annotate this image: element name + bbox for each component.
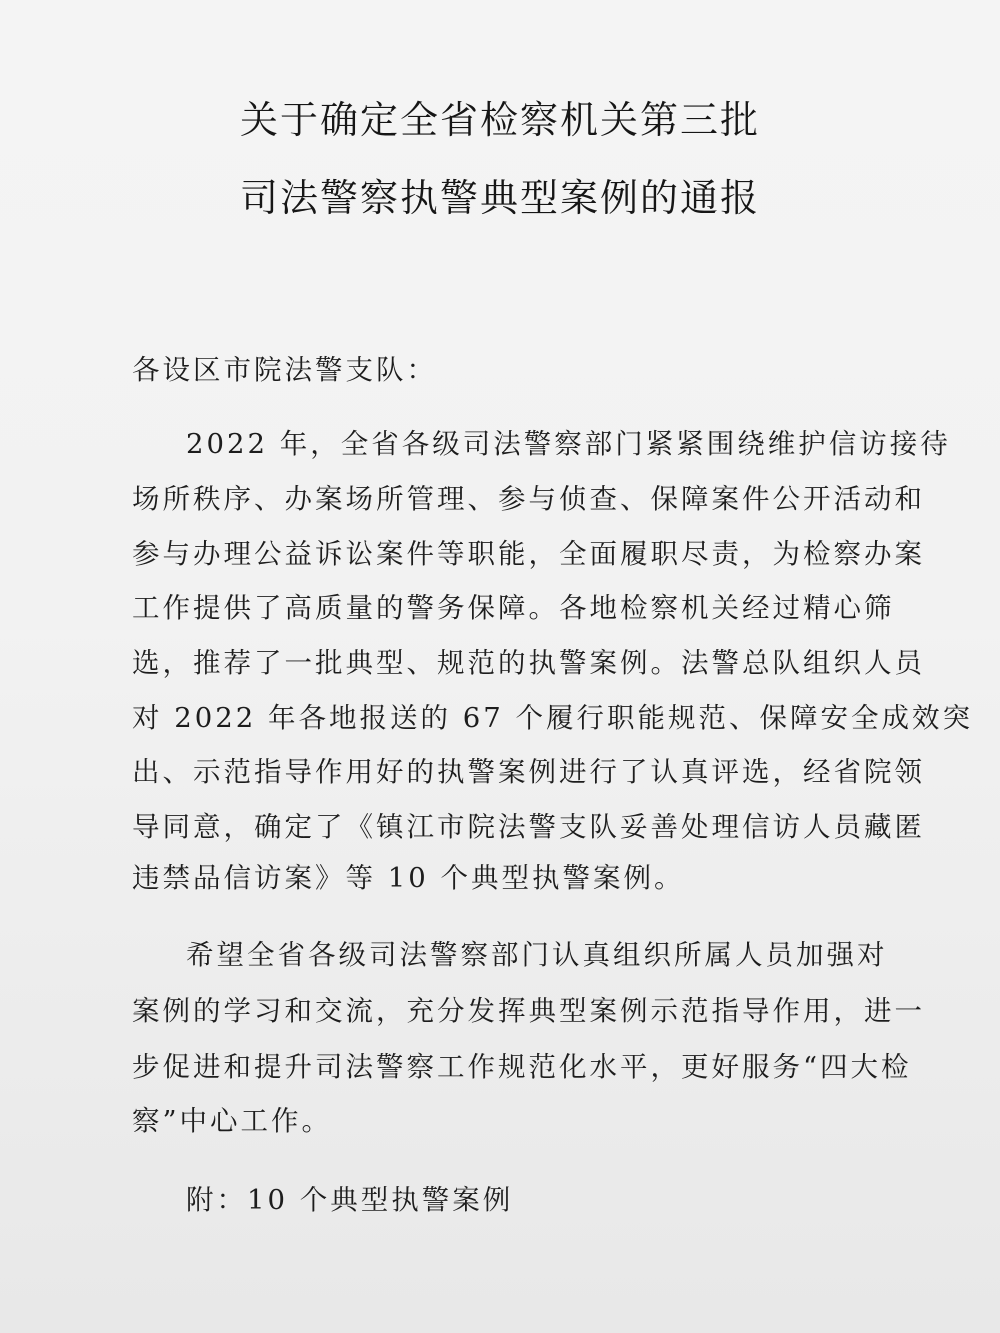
- salutation: 各设区市院法警支队：: [132, 354, 437, 386]
- attachment-note: 附：10 个典型执警案例: [186, 1184, 514, 1216]
- paragraph-1-line-7: 出、示范指导作用好的执警案例进行了认真评选，经省院领: [132, 756, 925, 788]
- document-title-line-2: 司法警察执警典型案例的通报: [239, 176, 760, 220]
- document-title-line-1: 关于确定全省检察机关第三批: [239, 98, 760, 142]
- paragraph-2-line-4: 察”中心工作。: [132, 1105, 333, 1137]
- paragraph-2-line-3: 步促进和提升司法警察工作规范化水平，更好服务“四大检: [132, 1051, 912, 1083]
- paragraph-1-line-2: 场所秩序、办案场所管理、参与侦查、保障案件公开活动和: [132, 483, 925, 515]
- paragraph-1-line-6: 对 2022 年各地报送的 67 个履行职能规范、保障安全成效突: [132, 702, 973, 734]
- paragraph-1-line-9: 违禁品信访案》等 10 个典型执警案例。: [132, 862, 685, 894]
- paragraph-1-line-1: 2022 年，全省各级司法警察部门紧紧围绕维护信访接待: [186, 428, 951, 460]
- paragraph-1-line-5: 选，推荐了一批典型、规范的执警案例。法警总队组织人员: [132, 647, 925, 679]
- paragraph-1-line-4: 工作提供了高质量的警务保障。各地检察机关经过精心筛: [132, 592, 895, 624]
- paragraph-1-line-8: 导同意，确定了《镇江市院法警支队妥善处理信访人员藏匿: [132, 811, 925, 843]
- paragraph-1-line-3: 参与办理公益诉讼案件等职能，全面履职尽责，为检察办案: [132, 538, 925, 570]
- paragraph-2-line-2: 案例的学习和交流，充分发挥典型案例示范指导作用，进一: [132, 995, 925, 1027]
- paragraph-2-line-1: 希望全省各级司法警察部门认真组织所属人员加强对: [186, 939, 888, 971]
